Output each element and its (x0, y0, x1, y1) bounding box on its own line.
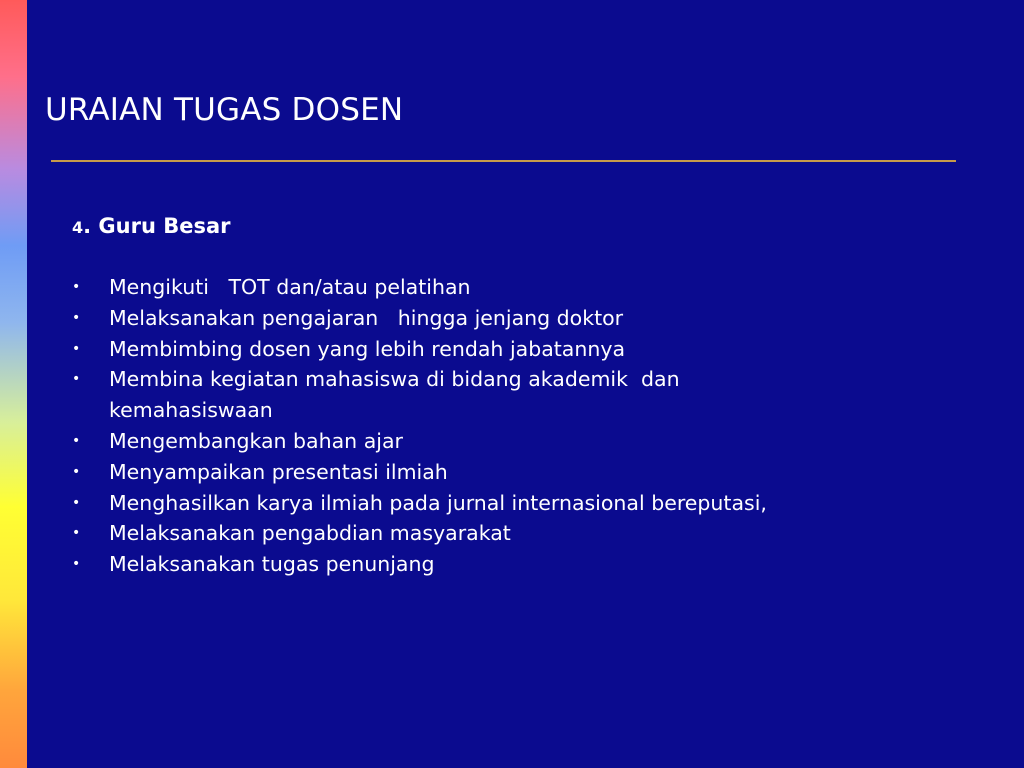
list-item (72, 334, 972, 365)
list-item (72, 303, 972, 334)
bullet-icon: • (72, 525, 81, 542)
section-number: 4 (72, 218, 84, 237)
list-item (72, 364, 829, 426)
slide-title: URAIAN TUGAS DOSEN (45, 92, 404, 128)
list-item (72, 272, 972, 303)
list-item (72, 518, 972, 549)
bullet-text: Mengembangkan bahan ajar (109, 428, 403, 453)
section-label: . Guru Besar (83, 214, 231, 238)
decorative-gradient-strip (0, 0, 27, 768)
list-item (72, 549, 972, 580)
bullet-text: Menyampaikan presentasi ilmiah (109, 459, 448, 484)
bullet-icon: • (72, 371, 81, 388)
section-heading (72, 210, 972, 244)
bullet-icon: • (72, 279, 81, 295)
bullet-text: Melaksanakan pengabdian masyarakat (109, 521, 511, 546)
bullet-icon: • (72, 309, 81, 326)
list-item (72, 488, 972, 519)
title-divider (51, 160, 956, 162)
bullet-text: Membina kegiatan mahasiswa di bidang akademik dan kemahasiswaan (109, 367, 687, 423)
bullet-icon: • (72, 463, 81, 480)
bullet-text: Menghasilkan karya ilmiah pada jurnal internasional bereputasi, (109, 490, 767, 515)
bullet-list (72, 272, 972, 580)
bullet-text: Membimbing dosen yang lebih rendah jabatannya (109, 336, 626, 361)
list-item (72, 457, 972, 488)
bullet-text: Melaksanakan tugas penunjang (109, 552, 435, 577)
bullet-icon: • (72, 340, 81, 357)
bullet-icon: • (72, 432, 81, 449)
slide-content (72, 210, 972, 577)
list-item (72, 426, 972, 457)
bullet-icon: • (72, 556, 81, 573)
bullet-text: Melaksanakan pengajaran hingga jenjang doktor (109, 305, 624, 330)
bullet-icon: • (72, 494, 81, 511)
bullet-text: Mengikuti TOT dan/atau pelatihan (109, 275, 471, 299)
